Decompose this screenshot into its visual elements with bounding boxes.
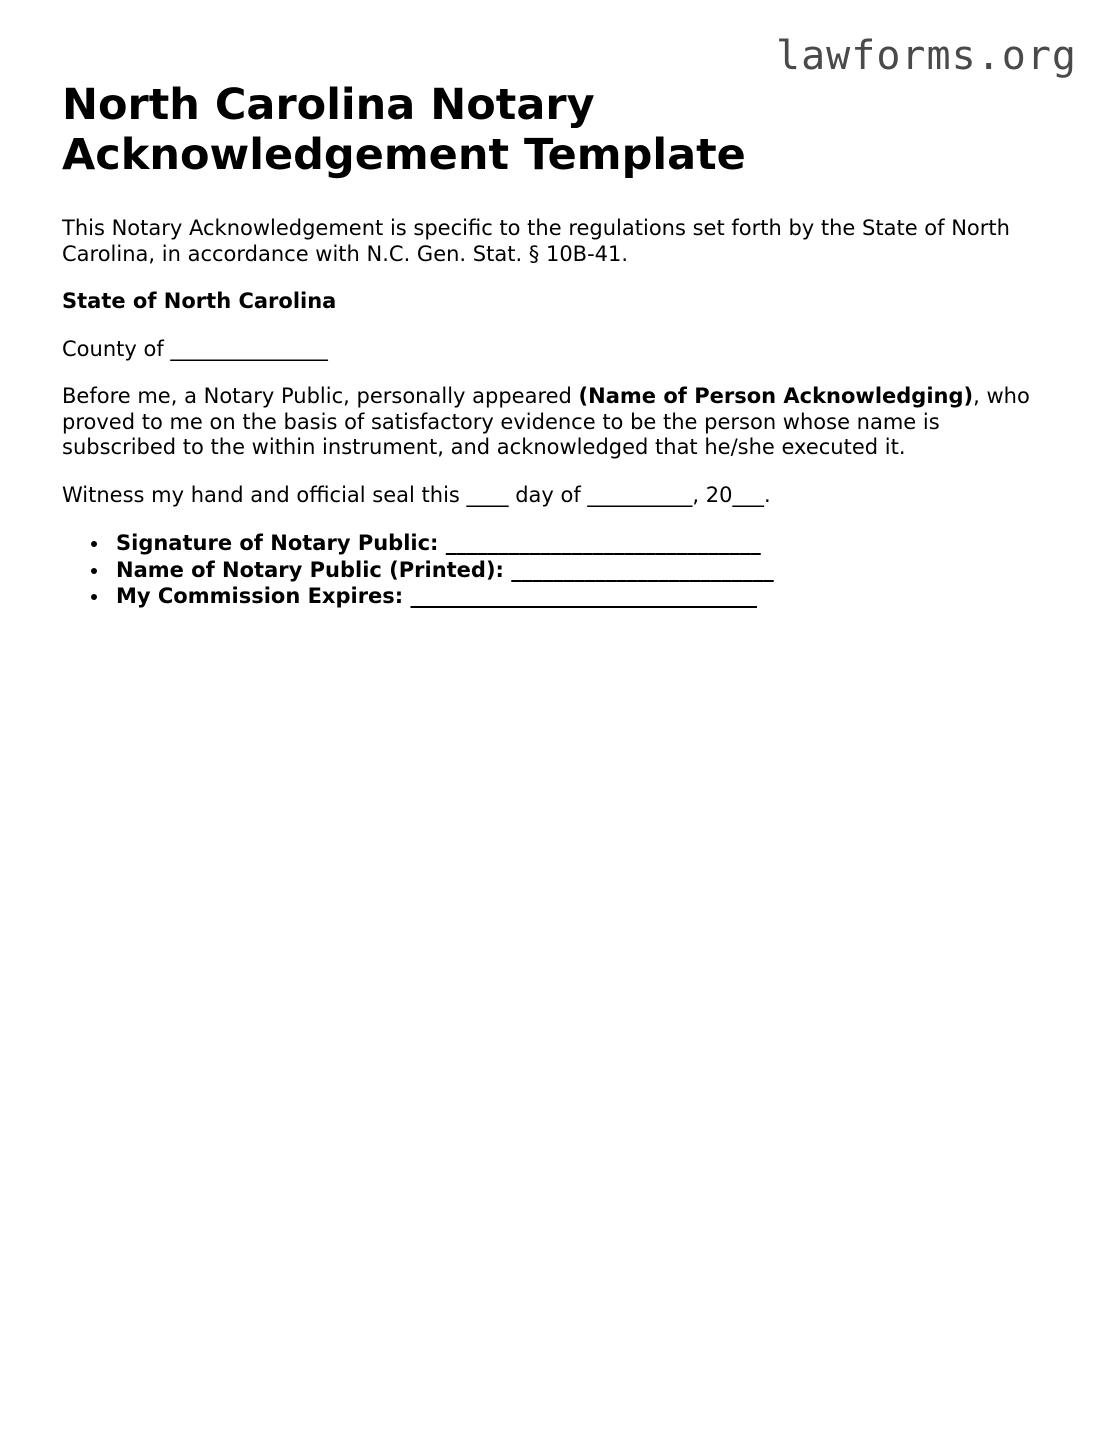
intro-paragraph: This Notary Acknowledgement is specific to the regulations set forth by the State of North Carolina, in accordance with N.C. Gen. Stat. § 10B-41. <box>62 216 1010 266</box>
county-line: County of _______________ <box>62 336 328 361</box>
signature-list <box>62 530 1052 610</box>
witness-line: Witness my hand and official seal this ____ day of __________, 20___. <box>62 482 771 507</box>
commission-expires-line: My Commission Expires: _________________________________ <box>116 583 1052 610</box>
notary-signature-line: Signature of Notary Public: ______________________________ <box>116 530 1052 557</box>
acknowledgement-prefix: Before me, a Notary Public, personally appeared <box>62 384 579 408</box>
acknowledgement-paragraph <box>62 384 1052 461</box>
acknowledgement-suffix: , who proved to me on the basis of satisfactory evidence to be the person whose name is subscribed to the within instrument, and acknowledged that he/she executed it. <box>62 384 1030 459</box>
document-title <box>62 80 1052 180</box>
notary-printed-name-line: Name of Notary Public (Printed): _________________________ <box>116 557 1052 584</box>
document-body <box>62 80 1052 610</box>
state-heading: State of North Carolina <box>62 289 337 313</box>
title-line-2: Acknowledgement Template <box>62 130 746 180</box>
person-name-placeholder: (Name of Person Acknowledging) <box>578 384 974 408</box>
lawforms-watermark: lawforms.org <box>776 33 1077 79</box>
title-line-1: North Carolina Notary <box>62 80 595 130</box>
